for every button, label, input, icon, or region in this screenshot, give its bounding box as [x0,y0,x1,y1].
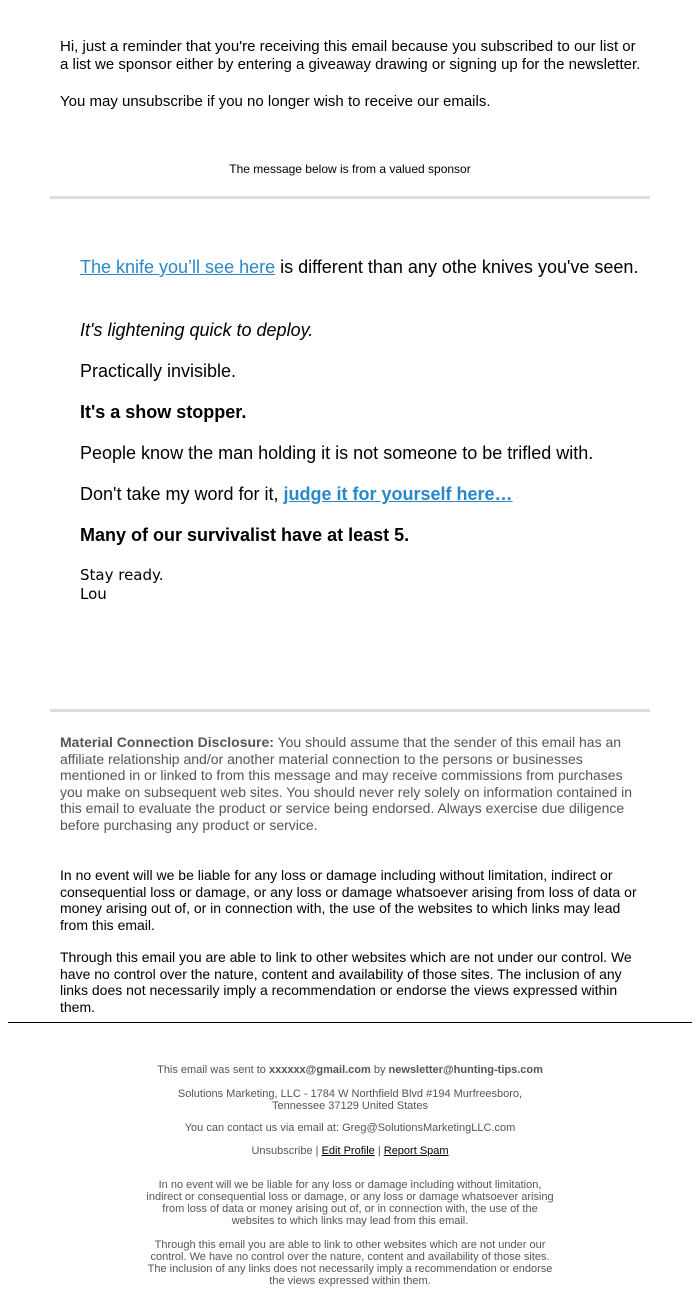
external-links-text: Through this email you are able to link to other websites which are not under our control. We have no control over the nature, content and availability of those sites. The inclusion of any links does not necessarily imply a recommendation or endorse the views expressed within them. [60,949,632,1015]
legal-section [60,867,645,1015]
message-line-6 [80,483,640,505]
divider-top [50,196,650,199]
signature: Lou [80,585,107,603]
link-separator: | [374,1145,384,1157]
link-separator: | [312,1145,322,1157]
liability-text: In no event will we be liable for any loss or damage including without limitation, indirect or consequential loss or damage, or any loss or damage whatsoever arising from loss of data or money arising out of, or in connection with, the use of the websites to which links may lead from this email. [60,867,637,933]
message-line-7: Many of our survivalist have at least 5. [80,525,410,545]
unsubscribe-note: You may unsubscribe if you no longer wish to receive our emails. [60,93,491,110]
footer-external-links: Through this email you are able to link to other websites which are not under our control. We have no control over the nature, content and availability of those sites. The inclusion of any links does not necessarily imply a recommendation or endorse the views expressed within them. [147,1239,553,1287]
message-line-4: It's a show stopper. [80,402,247,422]
report-spam-link[interactable]: Report Spam [383,1145,449,1157]
message-line-3: Practically invisible. [80,361,237,381]
message-line-2: It's lightening quick to deploy. [80,320,314,340]
sent-to-line [0,1064,700,1076]
material-disclosure [60,734,645,833]
disclosure-heading: Material Connection Disclosure: [60,734,274,750]
footer-liability: In no event will we be liable for any loss or damage including without limitation, indirect or consequential loss or damage, or any loss or damage whatsoever arising from loss of data or money arising out of, or in connection with, the use of the websites to which links may lead from this email. [146,1179,554,1227]
footer-links [0,1145,700,1157]
disclosure-text: You should assume that the sender of this email has an affiliate relationship and/or another material connection to the persons or businesses mentioned in or linked to from this message and may receive commissions from purchases you make on subsequent web sites. You should never rely solely on information contained in this email to evaluate the product or service being endorsed. Always exercise due diligence before purchasing any product or service. [60,734,633,833]
footer-divider [8,1022,692,1023]
sent-by-text: by [370,1064,389,1076]
message-line-6-text: Don't take my word for it, [80,484,284,504]
company-address: Solutions Marketing, LLC - 1784 W Northfield Blvd #194 Murfreesboro, Tennessee 37129 United States [177,1088,523,1112]
unsubscribe-text: Unsubscribe [251,1145,313,1157]
message-line-1 [80,256,640,278]
recipient-email: xxxxxx@gmail.com [268,1064,371,1076]
sponsor-note: The message below is from a valued sponsor [229,162,471,176]
message-line-1-text: is different than any othe knives you've seen. [275,257,639,277]
knife-link[interactable]: The knife you’ll see here [80,257,276,277]
footer [0,1064,700,1287]
judge-it-link[interactable]: judge it for yourself here… [283,484,513,504]
intro-section [60,38,645,111]
subscription-reminder: Hi, just a reminder that you're receiving this email because you subscribed to our list or a list we sponsor either by entering a giveaway drawing or signing up for the newsletter. [60,38,641,73]
message-line-5: People know the man holding it is not someone to be trifled with. [80,443,594,463]
divider-bottom [50,709,650,712]
edit-profile-link[interactable]: Edit Profile [321,1145,375,1157]
sent-to-prefix: This email was sent to [157,1064,269,1076]
signoff: Stay ready. [80,566,164,584]
sender-email: newsletter@hunting-tips.com [388,1064,543,1076]
contact-line: You can contact us via email at: Greg@SolutionsMarketingLLC.com [184,1122,516,1134]
